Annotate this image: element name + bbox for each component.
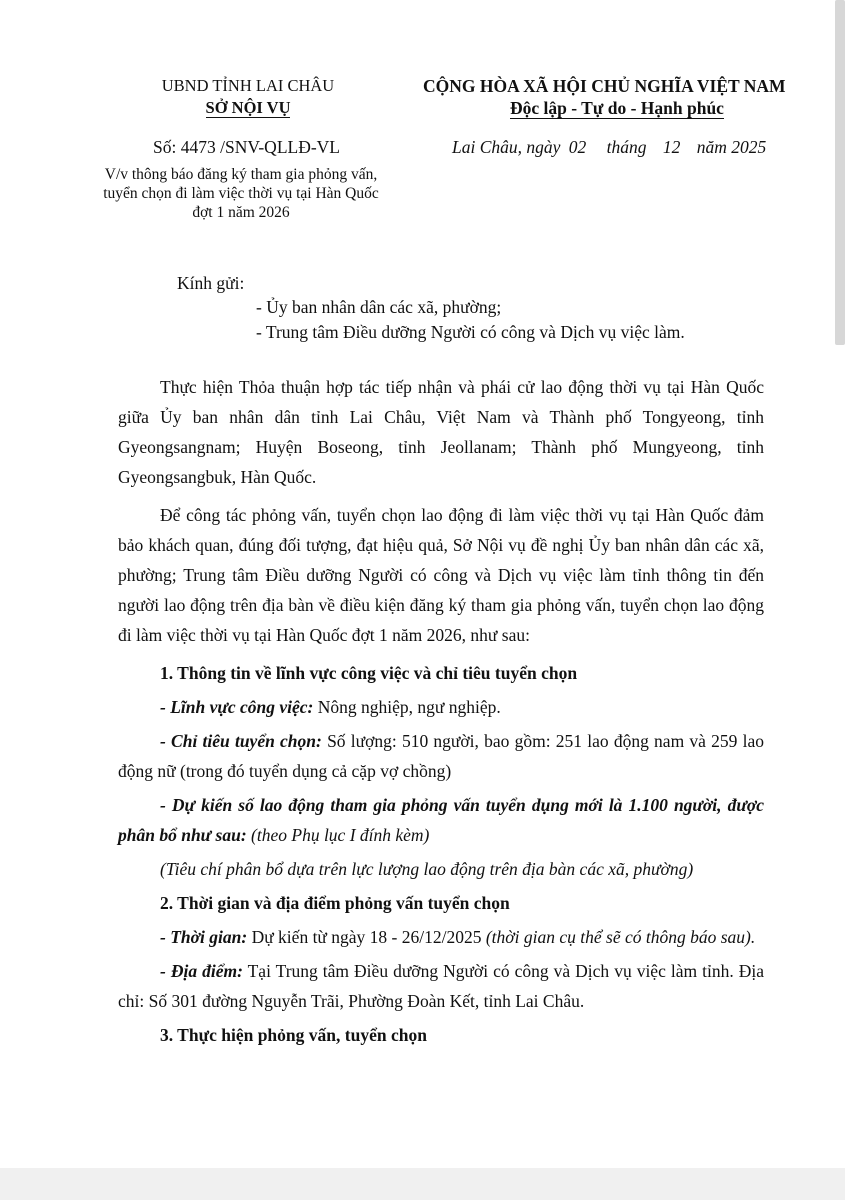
agency-name-text: SỞ NỘI VỤ bbox=[205, 98, 291, 117]
time-line bbox=[118, 922, 764, 952]
section-heading: 1. Thông tin về lĩnh vực công việc và chỉ tiêu tuyển chọn bbox=[160, 663, 578, 683]
date-month-label: tháng bbox=[606, 137, 647, 157]
time-note: (thời gian cụ thể sẽ có thông báo sau). bbox=[481, 927, 756, 947]
quota-label: - Chỉ tiêu tuyển chọn: bbox=[160, 731, 322, 751]
place-label: - Địa điểm: bbox=[160, 961, 243, 981]
expected-text: - Dự kiến số lao động tham gia phỏng vấn tuyển dụng mới là 1.100 người, được phân bổ như sau: bbox=[118, 795, 764, 845]
time-value: Dự kiến từ ngày 18 - 26/12/2025 bbox=[247, 927, 482, 947]
field-value: Nông nghiệp, ngư nghiệp. bbox=[313, 697, 501, 717]
expected-line bbox=[118, 790, 764, 850]
place-line bbox=[118, 956, 764, 1016]
document-number: Số: 4473 /SNV-QLLĐ-VL bbox=[153, 137, 340, 157]
bottom-bar bbox=[0, 1168, 845, 1200]
subject-block bbox=[80, 165, 402, 222]
subject-line: tuyển chọn đi làm việc thời vụ tại Hàn Quốc bbox=[103, 185, 379, 202]
quota-line bbox=[118, 726, 764, 786]
recipient-item: - Trung tâm Điều dưỡng Người có công và Dịch vụ việc làm. bbox=[256, 322, 685, 342]
section-heading: 2. Thời gian và địa điểm phỏng vấn tuyển chọn bbox=[160, 893, 510, 913]
field-line bbox=[118, 692, 764, 722]
scrollbar[interactable] bbox=[835, 0, 845, 345]
agency-name bbox=[148, 98, 348, 118]
recipients-label: Kính gửi: bbox=[177, 273, 245, 293]
paragraph: Để công tác phỏng vấn, tuyển chọn lao động đi làm việc thời vụ tại Hàn Quốc đảm bảo khách quan, đúng đối tượng, đạt hiệu quả, Sở Nội vụ đề nghị Ủy ban nhân dân các xã, phường; Trung tâm Điều dưỡng Người có công và Dịch vụ việc làm tỉnh thông tin đến người lao động trên địa bàn về điều kiện đăng ký tham gia phỏng vấn, tuyển chọn lao động đi làm việc thời vụ tại Hàn Quốc đợt 1 năm 2026, như sau: bbox=[118, 505, 764, 645]
agency-parent: UBND TỈNH LAI CHÂU bbox=[161, 76, 335, 95]
recipient-item: - Ủy ban nhân dân các xã, phường; bbox=[256, 297, 502, 317]
time-label: - Thời gian: bbox=[160, 927, 248, 947]
subject-line: V/v thông báo đăng ký tham gia phỏng vấn, bbox=[104, 166, 378, 183]
nation-title: CỘNG HÒA XÃ HỘI CHỦ NGHĨA VIỆT NAM bbox=[423, 76, 786, 96]
national-motto bbox=[423, 98, 811, 119]
place-value: Tại Trung tâm Điều dưỡng Người có công và Dịch vụ việc làm tỉnh. Địa chỉ: Số 301 đường Nguyễn Trãi, Phường Đoàn Kết, tỉnh Lai Châu. bbox=[118, 961, 764, 1011]
expected-annex: (theo Phụ lục I đính kèm) bbox=[246, 825, 430, 845]
date-place: Lai Châu, ngày bbox=[452, 137, 561, 157]
date-year: năm 2025 bbox=[696, 137, 767, 157]
document-body bbox=[118, 372, 764, 1050]
paragraph: Thực hiện Thỏa thuận hợp tác tiếp nhận và phái cử lao động thời vụ tại Hàn Quốc giữa Ủy ban nhân dân tỉnh Lai Châu, Việt Nam và Thành phố Tongyeong, tỉnh Gyeongsangnam; Huyện Boseong, tỉnh Jeollanam; Thành phố Mungyeong, tỉnh Gyeongsangbuk, Hàn Quốc. bbox=[118, 377, 764, 487]
date-day: 02 bbox=[568, 137, 587, 157]
subject-line: đợt 1 năm 2026 bbox=[192, 204, 290, 221]
field-label: - Lĩnh vực công việc: bbox=[160, 697, 314, 717]
section-heading: 3. Thực hiện phỏng vấn, tuyển chọn bbox=[160, 1025, 427, 1045]
criteria-note: (Tiêu chí phân bổ dựa trên lực lượng lao động trên địa bàn các xã, phường) bbox=[160, 859, 694, 879]
quota-value: Số lượng: 510 người, bao gồm: 251 lao động nam và 259 lao động nữ (trong đó tuyển dụng cả cặp vợ chồng) bbox=[118, 731, 764, 781]
date-month: 12 bbox=[662, 137, 681, 157]
national-motto-text: Độc lập - Tự do - Hạnh phúc bbox=[510, 98, 724, 118]
date-line bbox=[452, 137, 766, 158]
